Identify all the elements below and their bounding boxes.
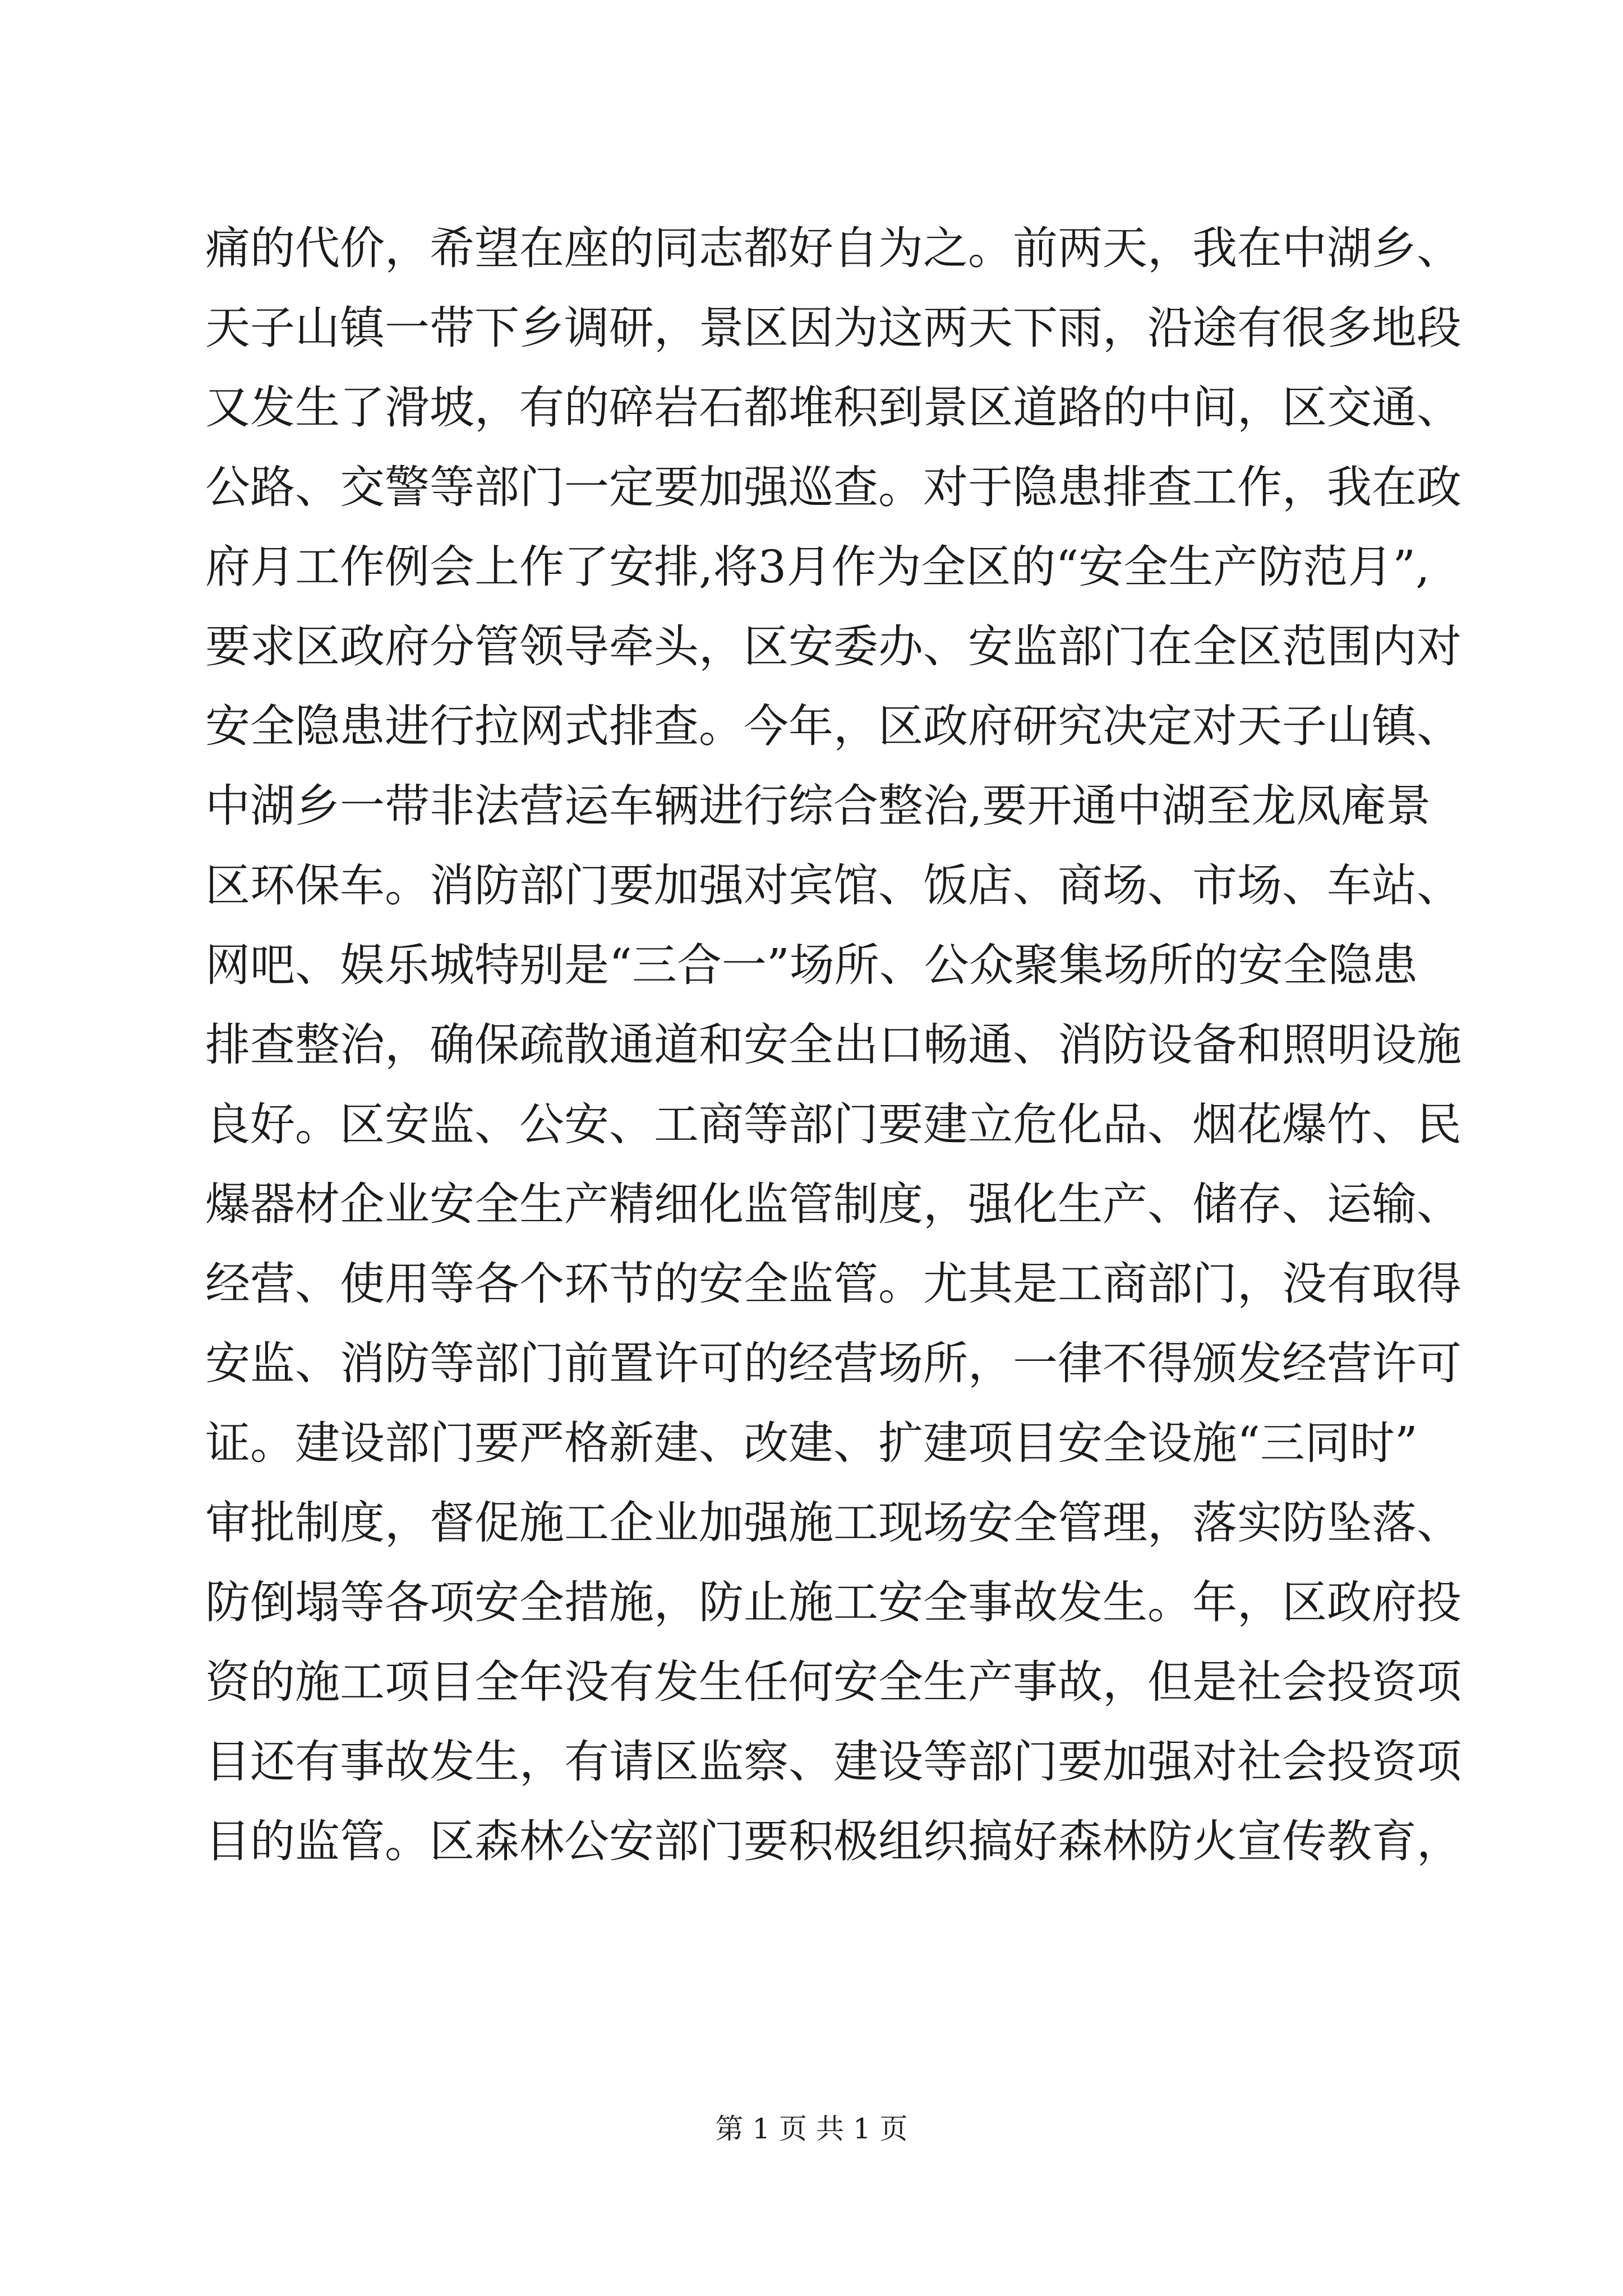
body-paragraph	[205, 209, 1461, 1881]
text-line: 经营、使用等各个环节的安全监管。尤其是工商部门，没有取得	[205, 1258, 1461, 1310]
text-line: 目还有事故发生，有请区监察、建设等部门要加强对社会投资项	[205, 1736, 1461, 1788]
text-line: 府月工作例会上作了安排,将3月作为全区的“安全生产防范月”,	[205, 541, 1430, 593]
text-line: 目的监管。区森林公安部门要积极组织搞好森林防火宣传教育，	[205, 1815, 1461, 1867]
text-line: 中湖乡一带非法营运车辆进行综合整治,要开通中湖至龙凤庵景	[205, 780, 1431, 832]
text-line: 网吧、娱乐城特别是“三合一”场所、公众聚集场所的安全隐患	[205, 939, 1418, 991]
text-line: 审批制度，督促施工企业加强施工现场安全管理，落实防坠落、	[205, 1497, 1461, 1549]
text-line: 防倒塌等各项安全措施，防止施工安全事故发生。年，区政府投	[205, 1576, 1461, 1628]
text-line: 区环保车。消防部门要加强对宾馆、饭店、商场、市场、车站、	[205, 859, 1461, 912]
text-line: 资的施工项目全年没有发生任何安全生产事故，但是社会投资项	[205, 1656, 1461, 1708]
text-line: 爆器材企业安全生产精细化监管制度，强化生产、储存、运输、	[205, 1178, 1461, 1230]
text-line: 又发生了滑坡，有的碎岩石都堆积到景区道路的中间，区交通、	[205, 381, 1461, 434]
text-line: 良好。区安监、公安、工商等部门要建立危化品、烟花爆竹、民	[205, 1098, 1461, 1151]
page-footer: 第 1 页 共 1 页	[715, 2113, 908, 2145]
text-line: 安监、消防等部门前置许可的经营场所，一律不得颁发经营许可	[205, 1337, 1461, 1389]
text-line: 要求区政府分管领导牵头，区安委办、安监部门在全区范围内对	[205, 620, 1461, 673]
text-line: 痛的代价，希望在座的同志都好自为之。前两天，我在中湖乡、	[205, 222, 1461, 274]
text-line: 排查整治，确保疏散通道和安全出口畅通、消防设备和照明设施	[205, 1019, 1461, 1071]
text-line: 证。建设部门要严格新建、改建、扩建项目安全设施“三同时”	[205, 1417, 1418, 1469]
text-line: 天子山镇一带下乡调研，景区因为这两天下雨，沿途有很多地段	[205, 302, 1461, 354]
text-line: 安全隐患进行拉网式排查。今年，区政府研究决定对天子山镇、	[205, 700, 1461, 752]
text-line: 公路、交警等部门一定要加强巡查。对于隐患排查工作，我在政	[205, 461, 1461, 513]
